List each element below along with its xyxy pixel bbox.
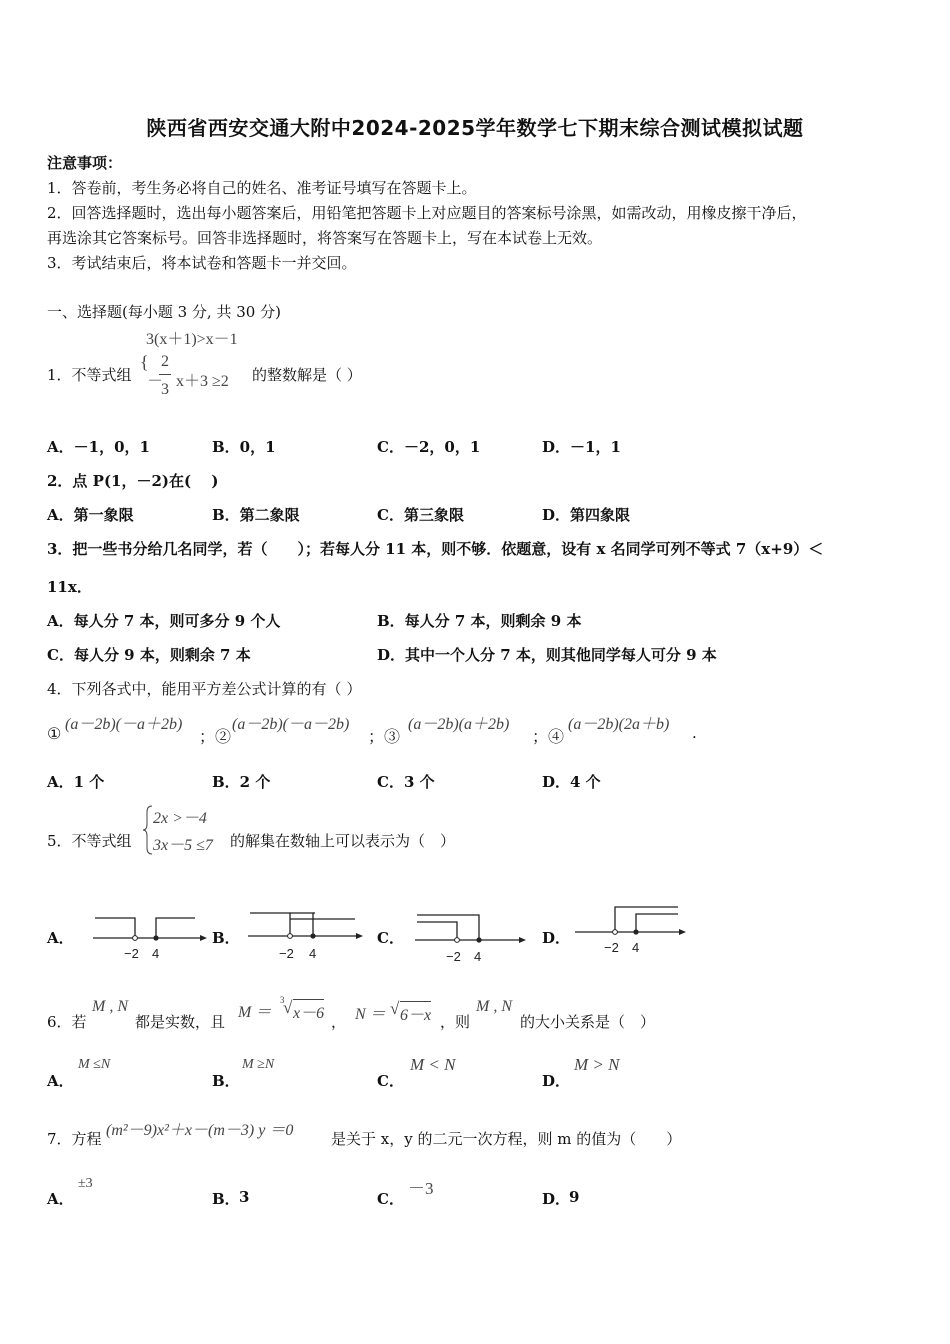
q5c-tick-4: 4 bbox=[474, 949, 482, 964]
q5a-arrow bbox=[200, 935, 207, 941]
q2-stem: 2．点 P(1，－2)在( ) bbox=[47, 472, 219, 490]
q1-frac-den: 3 bbox=[161, 381, 169, 398]
q3-option-d[interactable]: D．其中一个人分 7 本，则其他同学每人可分 9 本 bbox=[377, 646, 717, 664]
q3-option-c[interactable]: C．每人分 9 本，则剩余 7 本 bbox=[47, 646, 251, 664]
q6-m-eq: M ＝ bbox=[238, 1004, 272, 1021]
q1-option-b[interactable]: B．0，1 bbox=[212, 438, 276, 456]
q6-number: 6．若 bbox=[47, 1013, 87, 1031]
q3-option-b[interactable]: B．每人分 7 本，则剩余 9 本 bbox=[377, 612, 582, 630]
q5d-ray-outer bbox=[615, 907, 678, 932]
q3-option-a[interactable]: A．每人分 7 本，则可多分 9 个人 bbox=[47, 612, 281, 630]
q5d-solid-dot bbox=[633, 929, 638, 934]
q5c-open-dot bbox=[455, 938, 460, 943]
q5a-ray-left bbox=[95, 918, 135, 938]
q7-label-d[interactable]: D． bbox=[542, 1190, 571, 1208]
q6-mn-2: M , N bbox=[476, 998, 512, 1015]
notice-item-1: 1．答卷前，考生务必将自己的姓名、准考证号填写在答题卡上。 bbox=[47, 179, 477, 197]
q5d-tick-4: 4 bbox=[632, 940, 640, 955]
q2-option-a[interactable]: A．第一象限 bbox=[47, 506, 134, 524]
notice-item-3: 3．考试结束后，将本试卷和答题卡一并交回。 bbox=[47, 254, 357, 272]
q1-option-d[interactable]: D．－1，1 bbox=[542, 438, 621, 456]
q1-frac-num: 2 bbox=[161, 353, 169, 370]
q6-radical-1: √ bbox=[283, 998, 293, 1017]
q5c-solid-dot bbox=[476, 937, 481, 942]
q7-option-b[interactable]: 3 bbox=[239, 1188, 250, 1206]
q3-stem: 3．把一些书分给几名同学，若（ ）；若每人分 11 本，则不够．依题意，设有 x 名同学可列不等式 7（x+9）＜ bbox=[47, 540, 824, 558]
q3-stem-cont: 11x． bbox=[47, 578, 92, 596]
notice-item-2-cont: 再选涂其它答案标号。回答非选择题时，将答案写在答题卡上，写在本试卷上无效。 bbox=[47, 229, 603, 247]
q7-option-a[interactable]: ±3 bbox=[78, 1176, 93, 1191]
q6-radical-2: √ bbox=[390, 999, 400, 1018]
q5-number: 5．不等式组 bbox=[47, 832, 132, 850]
q6-m-radicand: x－6 bbox=[293, 999, 324, 1023]
q5a-solid-dot bbox=[153, 935, 158, 940]
q4-expr-2: (a－2b)(－a－2b) bbox=[232, 716, 350, 733]
q1-frac-bar bbox=[159, 374, 171, 375]
q7-number: 7．方程 bbox=[47, 1130, 102, 1148]
q1-option-a[interactable]: A．－1，0，1 bbox=[47, 438, 150, 456]
q1-option-c[interactable]: C．－2，0，1 bbox=[377, 438, 481, 456]
q4-circle-4: ；④ bbox=[532, 727, 565, 746]
q6-label-a[interactable]: A． bbox=[47, 1072, 74, 1090]
q4-circle-3: ；③ bbox=[368, 727, 401, 746]
q5b-open-dot bbox=[288, 934, 293, 939]
q1-number: 1．不等式组 bbox=[47, 366, 132, 384]
q1-brace: { bbox=[140, 352, 149, 372]
q7-option-d[interactable]: 9 bbox=[569, 1188, 580, 1206]
q4-option-d[interactable]: D．4 个 bbox=[542, 773, 601, 791]
notice-item-2: 2．回答选择题时，选出每小题答案后，用铅笔把答题卡上对应题目的答案标号涂黑，如需改动，用橡皮擦干净后， bbox=[47, 204, 807, 222]
q5b-top-left bbox=[250, 913, 290, 936]
q6-mn: M , N bbox=[92, 998, 128, 1015]
page-title: 陕西省西安交通大附中2024-2025学年数学七下期末综合测试模拟试题 bbox=[146, 116, 804, 140]
q5-number-line-c[interactable] bbox=[412, 908, 530, 968]
q5a-tick-neg2: −2 bbox=[124, 946, 139, 961]
q5d-ray-inner bbox=[636, 914, 678, 932]
q5c-ray-outer bbox=[417, 915, 479, 940]
q6-comma: ， bbox=[331, 1013, 347, 1031]
q6-stem-tail: 的大小关系是（ ） bbox=[520, 1013, 656, 1031]
q7-label-b[interactable]: B． bbox=[212, 1190, 240, 1208]
q6-n-radicand: 6－x bbox=[400, 1001, 431, 1025]
q5-label-c[interactable]: C． bbox=[377, 929, 404, 947]
q6-option-b[interactable]: M ≥N bbox=[242, 1057, 275, 1072]
q5a-open-dot bbox=[133, 936, 138, 941]
q7-stem-tail: 是关于 x，y 的二元一次方程，则 m 的值为（ ） bbox=[331, 1130, 682, 1148]
q5-ineq1: 2x >－4 bbox=[153, 810, 207, 827]
q5b-arrow bbox=[356, 933, 363, 939]
q5c-ray-inner bbox=[417, 922, 457, 940]
q5c-tick-neg2: −2 bbox=[446, 949, 461, 964]
q5-label-d[interactable]: D． bbox=[542, 929, 571, 947]
q2-option-d[interactable]: D．第四象限 bbox=[542, 506, 631, 524]
q5b-solid-dot bbox=[310, 933, 315, 938]
q1-ineq2-minus: － bbox=[147, 373, 164, 390]
q5d-arrow bbox=[679, 929, 686, 935]
q4-expr-4: (a－2b)(2a＋b) bbox=[568, 716, 670, 733]
q5d-tick-neg2: −2 bbox=[604, 940, 619, 955]
notice-heading: 注意事项： bbox=[47, 154, 123, 172]
q6-option-c[interactable]: M < N bbox=[410, 1055, 456, 1074]
q6-label-d[interactable]: D． bbox=[542, 1072, 571, 1090]
q7-option-c[interactable]: －3 bbox=[408, 1179, 434, 1198]
q6-label-c[interactable]: C． bbox=[377, 1072, 404, 1090]
q6-then: ，则 bbox=[440, 1013, 471, 1031]
q7-label-a[interactable]: A． bbox=[47, 1190, 74, 1208]
q6-label-b[interactable]: B． bbox=[212, 1072, 240, 1090]
q6-cube-index: 3 bbox=[280, 995, 285, 1005]
q6-mid: 都是实数，且 bbox=[135, 1013, 226, 1031]
q6-n-eq: N ＝ bbox=[355, 1006, 386, 1023]
q5-label-a[interactable]: A． bbox=[47, 929, 74, 947]
q5b-tick-neg2: −2 bbox=[279, 946, 294, 961]
q5d-open-dot bbox=[613, 930, 618, 935]
q5b-tick-4: 4 bbox=[309, 946, 317, 961]
q4-option-a[interactable]: A．1 个 bbox=[47, 773, 105, 791]
q4-end: . bbox=[692, 724, 697, 742]
q5-label-b[interactable]: B． bbox=[212, 929, 240, 947]
q6-option-a[interactable]: M ≤N bbox=[78, 1057, 111, 1072]
q4-circle-2: ；② bbox=[199, 727, 232, 746]
q4-circle-1: ① bbox=[47, 724, 62, 743]
q5-number-line-d[interactable] bbox=[572, 900, 690, 960]
q5b-top-right bbox=[290, 913, 313, 936]
q5-number-line-a[interactable] bbox=[90, 908, 208, 966]
q5a-ray-right bbox=[156, 918, 195, 938]
q4-expr-3: (a－2b)(a＋2b) bbox=[408, 716, 510, 733]
q4-option-b[interactable]: B．2 个 bbox=[212, 773, 271, 791]
q5a-tick-4: 4 bbox=[152, 946, 160, 961]
q7-equation: (m²－9)x²＋x－(m－3) y ＝0 bbox=[106, 1122, 294, 1139]
q4-stem: 4．下列各式中，能用平方差公式计算的有（ ） bbox=[47, 680, 362, 698]
q5c-arrow bbox=[519, 937, 526, 943]
q1-ineq2: x＋3 ≥2 bbox=[176, 373, 229, 390]
q1-stem-tail: 的整数解是（ ） bbox=[252, 366, 362, 384]
q2-option-c[interactable]: C．第三象限 bbox=[377, 506, 464, 524]
q5-stem-tail: 的解集在数轴上可以表示为（ ） bbox=[230, 832, 456, 850]
q6-option-d[interactable]: M > N bbox=[574, 1055, 620, 1074]
q7-label-c[interactable]: C． bbox=[377, 1190, 404, 1208]
section-heading: 一、选择题(每小题 3 分, 共 30 分) bbox=[47, 303, 281, 321]
q2-option-b[interactable]: B．第二象限 bbox=[212, 506, 300, 524]
q5-ineq2: 3x－5 ≤7 bbox=[153, 837, 213, 854]
q4-option-c[interactable]: C．3 个 bbox=[377, 773, 435, 791]
q5-number-line-b[interactable] bbox=[245, 906, 367, 966]
q4-expr-1: (a－2b)(－a＋2b) bbox=[65, 716, 183, 733]
q1-ineq1: 3(x＋1)>x－1 bbox=[146, 331, 238, 348]
